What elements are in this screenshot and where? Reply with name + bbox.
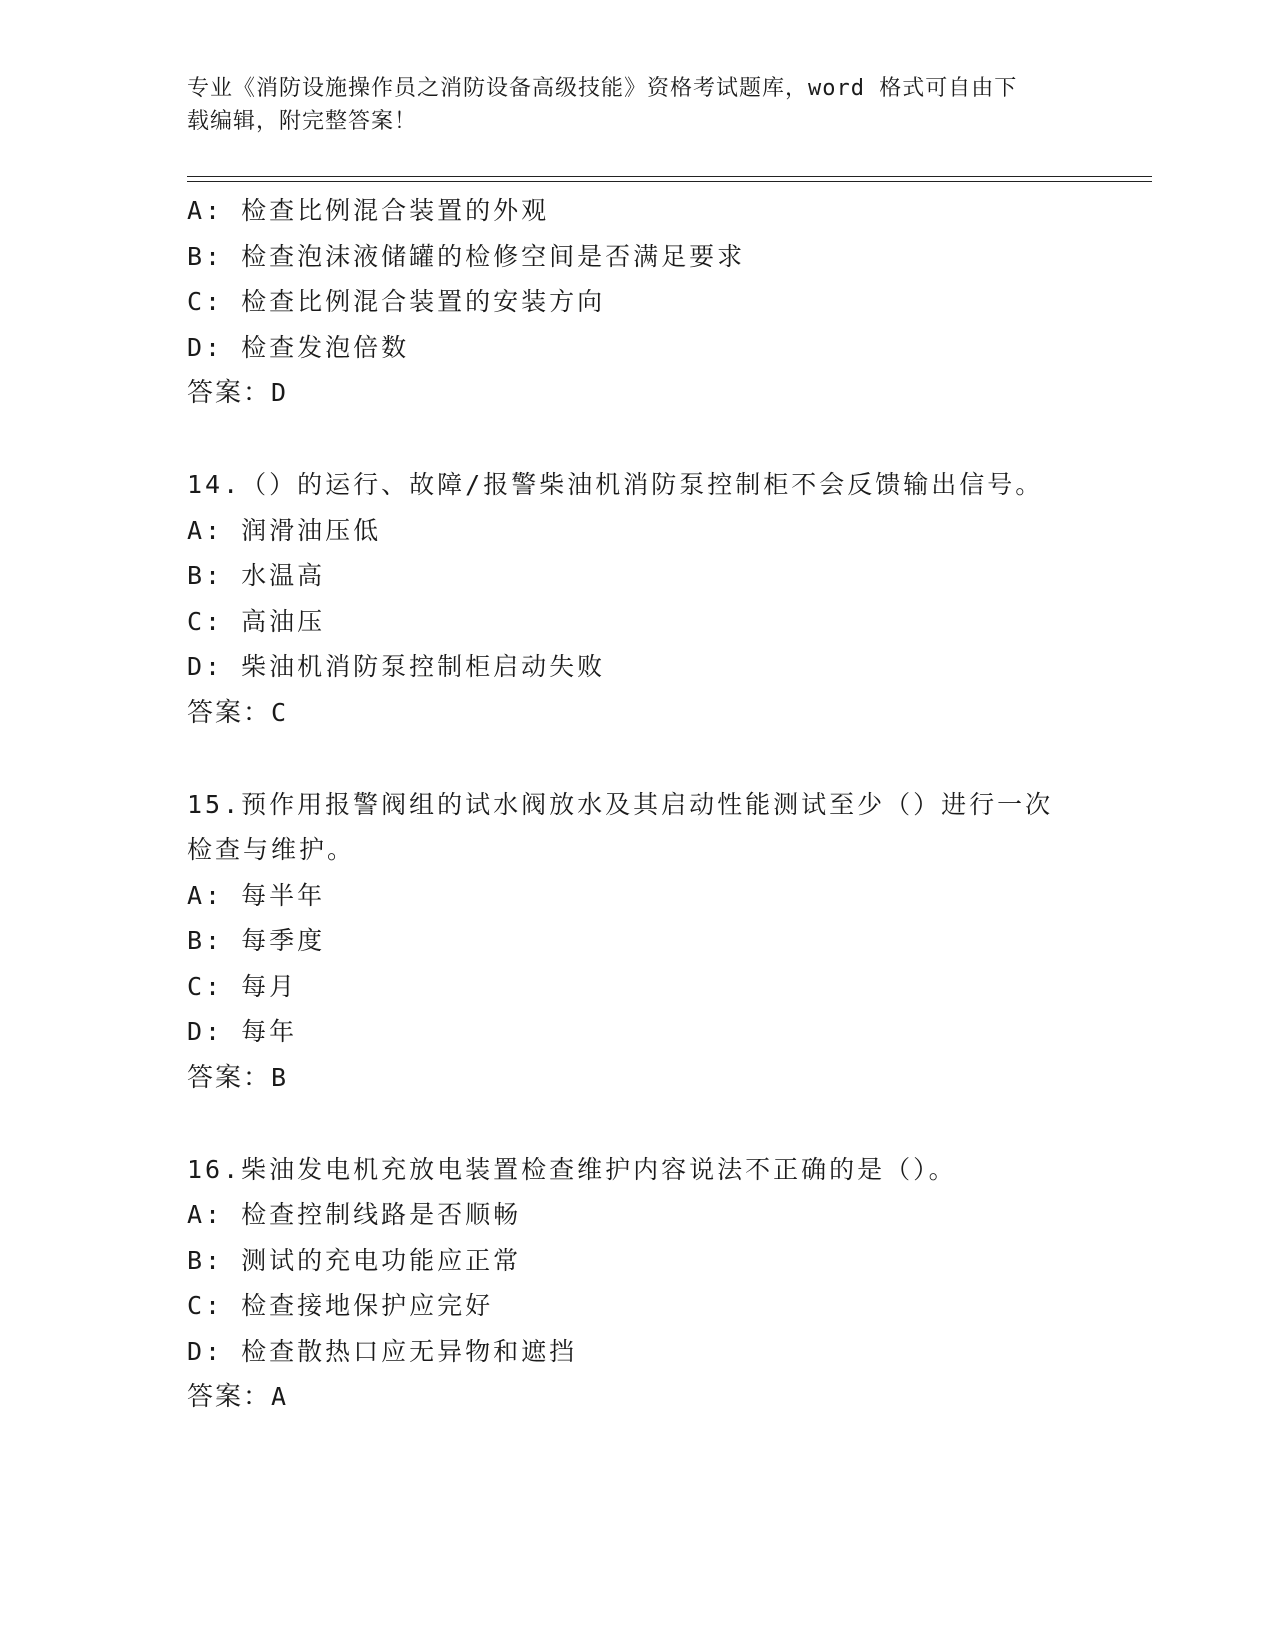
option-text: 柴油机消防泵控制柜启动失败: [241, 652, 606, 681]
option-letter: D:: [187, 1017, 224, 1046]
option-text: 检查比例混合装置的安装方向: [241, 287, 606, 316]
option-letter: A:: [187, 880, 224, 910]
header-divider-bottom: [187, 181, 1152, 182]
option-letter: A:: [187, 1200, 224, 1229]
option-d: [187, 1009, 1087, 1055]
option-text: 每月: [241, 971, 298, 1001]
option-text: 水温高: [241, 561, 326, 590]
answer-line: [187, 1374, 1087, 1421]
option-letter: B:: [187, 561, 224, 590]
option-a: [187, 873, 1087, 919]
option-b: [187, 1238, 1087, 1284]
answer-label: 答案：: [187, 378, 272, 408]
question-list: [187, 188, 1087, 1421]
answer-value: C: [271, 697, 288, 727]
option-text: 检查接地保护应完好: [241, 1291, 494, 1320]
answer-value: D: [271, 378, 288, 407]
option-text: 每季度: [241, 926, 326, 955]
option-text: 每半年: [241, 880, 326, 910]
question-15-block: [187, 782, 1087, 1102]
option-a: [187, 508, 1087, 554]
option-letter: D:: [187, 332, 224, 362]
option-text: 检查发泡倍数: [241, 332, 410, 362]
question-16-block: [187, 1147, 1087, 1421]
option-b: [187, 918, 1087, 964]
answer-value: B: [271, 1062, 288, 1092]
question-13-block: [187, 188, 1087, 417]
answer-label: 答案：: [187, 697, 272, 728]
option-letter: C:: [187, 606, 224, 636]
option-b: [187, 234, 1087, 280]
answer-label: 答案：: [187, 1382, 272, 1412]
option-letter: A:: [187, 196, 224, 225]
option-letter: C:: [187, 1291, 224, 1320]
header-line-2: 载编辑，附完整答案！: [187, 109, 418, 134]
question-stem-line-2: 检查与维护。: [187, 835, 356, 864]
document-header: [187, 72, 1067, 138]
option-letter: B:: [187, 926, 224, 955]
option-d: [187, 644, 1087, 690]
option-d: [187, 1329, 1087, 1375]
option-text: 检查散热口应无异物和遮挡: [241, 1336, 578, 1366]
answer-line: [187, 690, 1087, 737]
option-letter: A:: [187, 515, 224, 545]
answer-value: A: [271, 1382, 288, 1411]
option-text: 检查比例混合装置的外观: [241, 196, 550, 225]
option-a: [187, 188, 1087, 234]
option-text: 检查控制线路是否顺畅: [241, 1200, 522, 1229]
answer-line: [187, 370, 1087, 417]
option-text: 润滑油压低: [241, 515, 382, 545]
option-c: [187, 1283, 1087, 1329]
option-letter: C:: [187, 971, 224, 1001]
option-letter: C:: [187, 287, 224, 316]
header-divider-top: [187, 176, 1152, 177]
answer-line: [187, 1055, 1087, 1102]
question-stem-line-1: 15.预作用报警阀组的试水阀放水及其启动性能测试至少（）进行一次: [187, 789, 1054, 819]
option-text: 高油压: [241, 606, 326, 636]
option-d: [187, 325, 1087, 371]
option-c: [187, 279, 1087, 325]
option-text: 每年: [241, 1017, 298, 1046]
option-c: [187, 599, 1087, 645]
option-text: 测试的充电功能应正常: [241, 1245, 522, 1275]
question-stem: 14.（）的运行、故障/报警柴油机消防泵控制柜不会反馈输出信号。: [187, 470, 1044, 499]
option-letter: D:: [187, 652, 224, 681]
question-14-block: [187, 462, 1087, 736]
option-letter: B:: [187, 1245, 224, 1275]
option-text: 检查泡沫液储罐的检修空间是否满足要求: [241, 241, 746, 271]
question-stem: 16.柴油发电机充放电装置检查维护内容说法不正确的是（）。: [187, 1154, 957, 1184]
option-b: [187, 553, 1087, 599]
option-c: [187, 964, 1087, 1010]
header-line-1: 专业《消防设施操作员之消防设备高级技能》资格考试题库，word 格式可自由下: [187, 76, 1018, 101]
option-a: [187, 1192, 1087, 1238]
option-letter: B:: [187, 241, 224, 271]
option-letter: D:: [187, 1336, 224, 1366]
answer-label: 答案：: [187, 1062, 272, 1093]
